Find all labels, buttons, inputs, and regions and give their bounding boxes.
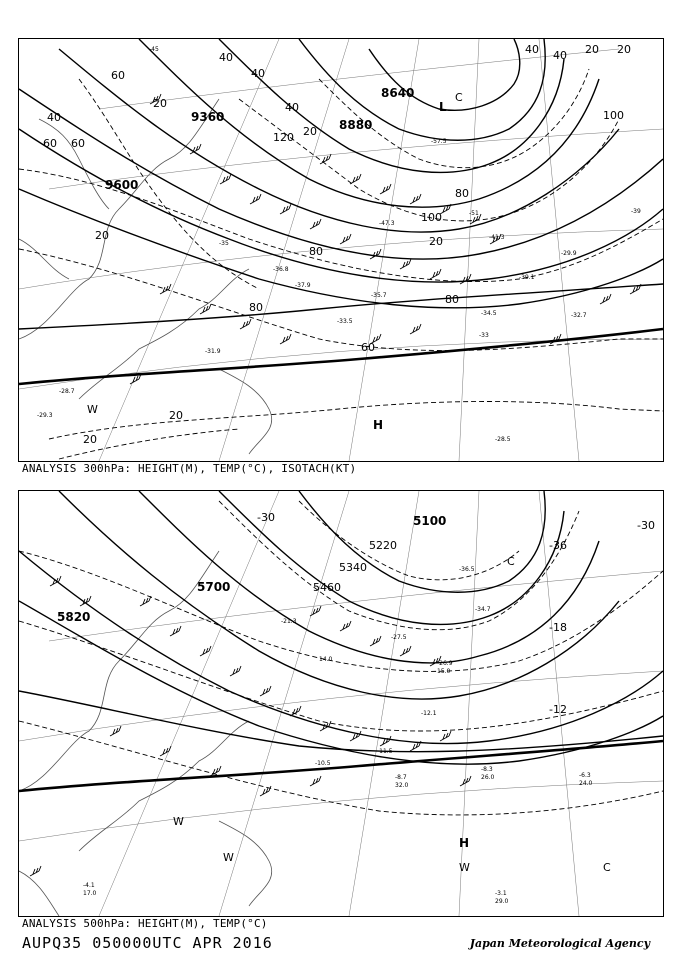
obs-value: -27.5 bbox=[391, 634, 407, 641]
isotach-label: 80 bbox=[455, 187, 469, 200]
height-contours bbox=[19, 491, 663, 791]
wind-barb bbox=[310, 776, 321, 786]
isotach-label: 80 bbox=[445, 293, 459, 306]
obs-value: -4.1 bbox=[83, 882, 95, 889]
obs-value: -45 bbox=[149, 46, 159, 53]
chart-500hpa bbox=[18, 490, 664, 917]
isotach-label: 60 bbox=[361, 341, 375, 354]
obs-value: -31.9 bbox=[205, 348, 221, 355]
wind-barb bbox=[400, 259, 411, 269]
wind-barb bbox=[340, 234, 351, 244]
isotach-label: 20 bbox=[153, 97, 167, 110]
isotach-label: 40 bbox=[285, 101, 299, 114]
obs-value: -8.3 bbox=[481, 766, 493, 773]
wind-barb bbox=[160, 746, 171, 756]
high-center: H bbox=[373, 418, 384, 432]
isotach-label: 20 bbox=[169, 409, 183, 422]
wind-barb bbox=[340, 621, 351, 631]
isotach-label: 40 bbox=[219, 51, 233, 64]
height-label: 5340 bbox=[339, 561, 367, 574]
coastlines bbox=[19, 99, 272, 454]
wind-barb bbox=[400, 646, 411, 656]
wind-barb bbox=[160, 284, 171, 294]
obs-value: -33 bbox=[479, 332, 489, 339]
isotach-label: 120 bbox=[273, 131, 294, 144]
obs-value: 15.0 bbox=[437, 668, 451, 675]
wind-barb bbox=[460, 274, 471, 284]
height-labels bbox=[57, 514, 446, 624]
isotach-label: 20 bbox=[617, 43, 631, 56]
obs-value: -57.5 bbox=[431, 138, 447, 145]
obs-value: 29.0 bbox=[495, 898, 509, 905]
wind-barb bbox=[410, 324, 421, 334]
wind-barb bbox=[250, 194, 261, 204]
obs-value: -33.5 bbox=[337, 318, 353, 325]
obs-value: -32.7 bbox=[571, 312, 587, 319]
height-label: 8880 bbox=[339, 118, 373, 132]
wind-barb bbox=[80, 596, 91, 606]
obs-value: -34.5 bbox=[481, 310, 497, 317]
low-center: L bbox=[439, 100, 447, 114]
temp-label: -36 bbox=[549, 539, 567, 552]
wind-barb bbox=[380, 736, 391, 746]
wind-barb bbox=[260, 786, 271, 796]
wind-barb bbox=[380, 184, 391, 194]
wind-barb bbox=[240, 319, 251, 329]
wind-barb bbox=[600, 294, 611, 304]
wind-barb bbox=[310, 606, 321, 616]
wind-barb bbox=[140, 596, 151, 606]
isotach-label: 100 bbox=[603, 109, 624, 122]
warm-center: W bbox=[173, 815, 184, 828]
warm-center: W bbox=[87, 403, 98, 416]
wind-barb bbox=[370, 249, 381, 259]
obs-value: 32.0 bbox=[395, 782, 409, 789]
obs-value: 14.0 bbox=[319, 656, 333, 663]
isotach-label: 20 bbox=[303, 125, 317, 138]
obs-value: -28.5 bbox=[495, 436, 511, 443]
obs-value: 24.0 bbox=[579, 780, 593, 787]
height-label: 5220 bbox=[369, 539, 397, 552]
obs-value: -29.9 bbox=[561, 250, 577, 257]
warm-center: W bbox=[459, 861, 470, 874]
temp-label: -18 bbox=[549, 621, 567, 634]
isotach-label: 20 bbox=[585, 43, 599, 56]
isotach-label: 20 bbox=[95, 229, 109, 242]
wind-barb bbox=[430, 269, 441, 279]
isotach-label: 40 bbox=[525, 43, 539, 56]
isotach-label: 60 bbox=[43, 137, 57, 150]
obs-value: -10.5 bbox=[315, 760, 331, 767]
wind-barb bbox=[370, 636, 381, 646]
isotach-label: 100 bbox=[421, 211, 442, 224]
isotach-label: 80 bbox=[309, 245, 323, 258]
caption-300hpa: ANALYSIS 300hPa: HEIGHT(M), TEMP(°C), ISOTACH(KT) bbox=[22, 462, 357, 475]
isotach-label: 40 bbox=[47, 111, 61, 124]
caption-500hpa: ANALYSIS 500hPa: HEIGHT(M), TEMP(°C) bbox=[22, 917, 268, 930]
height-label: 5100 bbox=[413, 514, 447, 528]
isotach-label: 20 bbox=[429, 235, 443, 248]
chart-code: AUPQ35 050000UTC APR 2016 bbox=[22, 934, 273, 952]
wind-barb bbox=[440, 731, 451, 741]
obs-value: -41.3 bbox=[489, 234, 505, 241]
temp-label: -12 bbox=[549, 703, 567, 716]
obs-value: -28.7 bbox=[59, 388, 75, 395]
isotach-label: 60 bbox=[71, 137, 85, 150]
obs-value: -35.7 bbox=[371, 292, 387, 299]
cold-center: C bbox=[507, 555, 515, 568]
obs-value: -29.3 bbox=[37, 412, 53, 419]
wind-barb bbox=[280, 334, 291, 344]
isotach-label: 80 bbox=[249, 301, 263, 314]
wind-barb bbox=[170, 626, 181, 636]
height-label: 5820 bbox=[57, 610, 91, 624]
pressure-centers bbox=[173, 555, 611, 874]
isotach-label: 60 bbox=[111, 69, 125, 82]
wind-barb bbox=[30, 866, 41, 876]
wind-barb bbox=[200, 646, 211, 656]
obs-value: -11.5 bbox=[377, 748, 393, 755]
temperature-labels bbox=[257, 511, 655, 716]
isotach-label: 40 bbox=[251, 67, 265, 80]
chart-300hpa bbox=[18, 38, 664, 462]
isotach-label: 20 bbox=[83, 433, 97, 446]
wind-barb bbox=[260, 686, 271, 696]
wind-barb bbox=[310, 219, 321, 229]
isotach-label: 40 bbox=[553, 49, 567, 62]
wind-barb bbox=[230, 666, 241, 676]
height-contours bbox=[19, 39, 663, 384]
obs-value: -12.1 bbox=[421, 710, 437, 717]
wind-barb bbox=[220, 174, 231, 184]
temp-label: -30 bbox=[637, 519, 655, 532]
height-label: 5700 bbox=[197, 580, 231, 594]
obs-value: -51 bbox=[469, 210, 479, 217]
wind-barb bbox=[280, 204, 291, 214]
obs-value: -3.1 bbox=[495, 890, 507, 897]
height-label: 9360 bbox=[191, 110, 225, 124]
map-500hpa bbox=[19, 491, 663, 916]
high-center: H bbox=[459, 836, 470, 850]
height-label: 5460 bbox=[313, 581, 341, 594]
obs-value: -35 bbox=[219, 240, 229, 247]
obs-value: -36.5 bbox=[459, 566, 475, 573]
obs-value: -39 bbox=[631, 208, 641, 215]
height-label: 9600 bbox=[105, 178, 139, 192]
map-300hpa bbox=[19, 39, 663, 461]
warm-center: W bbox=[223, 851, 234, 864]
wind-barb bbox=[290, 706, 301, 716]
cold-center: C bbox=[603, 861, 611, 874]
obs-value: -39.1 bbox=[519, 274, 535, 281]
obs-value: -37.9 bbox=[295, 282, 311, 289]
obs-value: -34.7 bbox=[475, 606, 491, 613]
cold-center: C bbox=[455, 91, 463, 104]
obs-value: -8.7 bbox=[395, 774, 407, 781]
obs-value: 26.0 bbox=[481, 774, 495, 781]
wind-barb bbox=[110, 726, 121, 736]
obs-value: -6.3 bbox=[579, 772, 591, 779]
height-label: 8640 bbox=[381, 86, 415, 100]
obs-value: -47.3 bbox=[379, 220, 395, 227]
obs-value: -21.3 bbox=[281, 618, 297, 625]
obs-value: -26.9 bbox=[437, 660, 453, 667]
wind-barb bbox=[350, 174, 361, 184]
agency-name: Japan Meteorological Agency bbox=[469, 937, 650, 950]
obs-value: 17.0 bbox=[83, 890, 97, 897]
temp-label: -30 bbox=[257, 511, 275, 524]
wind-barb bbox=[410, 194, 421, 204]
obs-value: -36.8 bbox=[273, 266, 289, 273]
